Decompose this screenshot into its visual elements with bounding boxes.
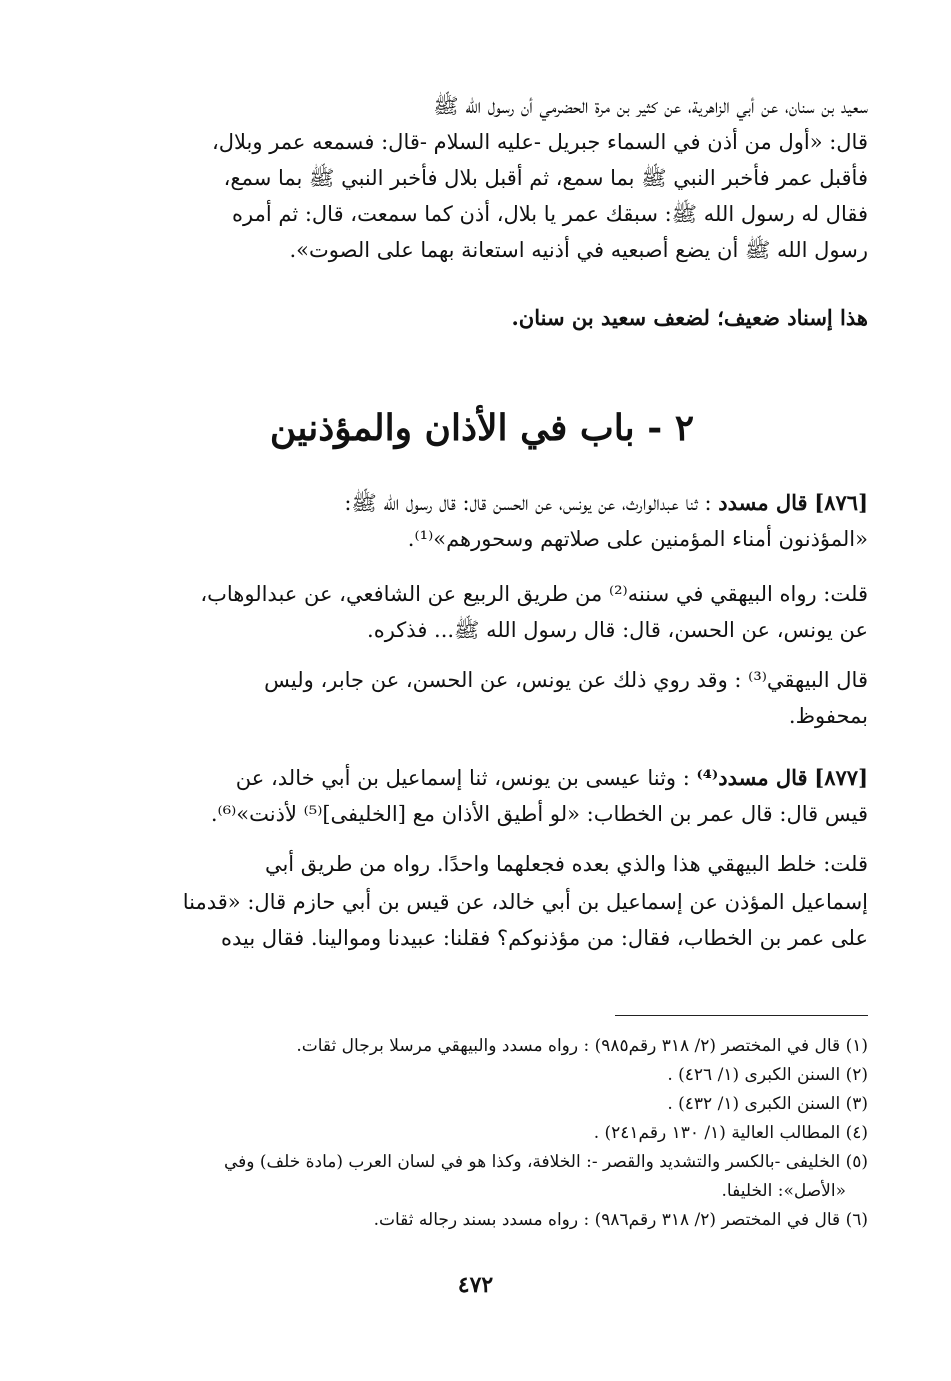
text-line: بمحفوظ. [788, 704, 868, 728]
footnote-divider [615, 1015, 868, 1016]
qult-paragraph-2 [96, 846, 924, 882]
hadith-number: [٨٧٦] [814, 490, 868, 515]
qult-paragraph-1 [96, 576, 924, 612]
hadith-number: [٨٧٧] [814, 765, 868, 790]
hadith-text: : وثنا عيسى بن يونس، ثنا إسماعيل بن أبي خالد، عن [235, 766, 690, 790]
bayhaqi-paragraph [96, 662, 924, 698]
text-line: عن يونس، عن الحسن، قال: قال رسول الله ﷺ... فذكره. [367, 618, 868, 642]
text-line: قال البيهقي⁽³⁾ : وقد روي ذلك عن يونس، عن الحسن، عن جابر، وليس [264, 668, 868, 692]
text-line: سعيد بن سنان، عن أبي الزاهرية، عن كثير بن مرة الحضرمي أن رسول الله ﷺ [433, 94, 868, 118]
text-line: رسول الله ﷺ أن يضع أصبعيه في أذنيه استعانة بهما على الصوت». [289, 238, 868, 262]
text-line: قلت: خلط البيهقي هذا والذي بعده فجعلهما واحدًا. رواه من طريق أبي [264, 852, 868, 876]
hadith-876 [96, 485, 868, 557]
footnote-4: (٤) المطالب العالية (١/ ١٣٠ رقم٢٤١) . [593, 1123, 868, 1143]
footnote-5-cont: «الأصل»: الخليفا. [721, 1181, 846, 1201]
chapter-heading: ٢ - باب في الأذان والمؤذنين [269, 407, 695, 449]
text-line [96, 760, 868, 796]
narrator-lead: قال مسدد [718, 490, 808, 515]
text-line: فقال له رسول الله ﷺ: سبقك عمر يا بلال، أذن كما سمعت، قال: ثم أمره [232, 202, 868, 226]
bayhaqi-paragraph-cont [96, 698, 868, 734]
footnotes [96, 1032, 868, 1235]
narrator-lead: قال مسدد⁽⁴⁾ [696, 765, 808, 790]
text-line: قلت: رواه البيهقي في سننه⁽²⁾ من طريق الربيع عن الشافعي، عن عبدالوهاب، [200, 582, 868, 606]
text-line [96, 485, 868, 521]
isnad-grading [96, 300, 924, 336]
qult-paragraph-1-cont [96, 612, 868, 648]
text-line: قال: «أول من أذن في السماء جبريل -عليه السلام -قال: فسمعه عمر وبلال، [211, 130, 868, 154]
hadith-877 [96, 760, 868, 832]
footnote-1: (١) قال في المختصر (٢/ ٣١٨ رقم٩٨٥) : رواه مسدد والبيهقي مرسلا برجال ثقات. [296, 1036, 868, 1056]
footnote-2: (٢) السنن الكبرى (١/ ٤٢٦) . [667, 1065, 868, 1085]
intro-paragraph [96, 88, 868, 268]
text-line: قيس قال: قال عمر بن الخطاب: «لو أطيق الأذان مع [الخليفى]⁽⁵⁾ لأذنت»⁽⁶⁾. [210, 802, 868, 826]
text-line: إسماعيل المؤذن عن إسماعيل بن أبي خالد، عن قيس بن أبي حازم قال: «قدمنا [182, 890, 868, 914]
footnote-5: (٥) الخليفى -بالكسر والتشديد والقصر -: الخلافة، وكذا هو في لسان العرب (مادة خلف) وفي [223, 1152, 868, 1172]
text-line: فأقبل عمر فأخبر النبي ﷺ بما سمع، ثم أقبل بلال فأخبر النبي ﷺ بما سمع، [223, 166, 868, 190]
qult-paragraph-2-cont [96, 884, 868, 956]
text-line: «المؤذنون أمناء المؤمنين على صلاتهم وسحورهم»⁽¹⁾. [407, 527, 868, 551]
text-line: على عمر بن الخطاب، فقال: من مؤذنوكم؟ فقلنا: عبيدنا وموالينا. فقال بيده [221, 926, 868, 950]
grading-text: هذا إسناد ضعيف؛ لضعف سعيد بن سنان. [511, 305, 868, 330]
footnote-6: (٦) قال في المختصر (٢/ ٣١٨ رقم٩٨٦) : رواه مسدد بسند رجاله ثقات. [373, 1210, 868, 1230]
footnote-3: (٣) السنن الكبرى (١/ ٤٣٢) . [667, 1094, 868, 1114]
page-number: ٤٧٢ [457, 1272, 494, 1298]
hadith-text: : ثنا عبدالوارث، عن يونس، عن الحسن قال: قال رسول الله ﷺ: [344, 491, 712, 515]
